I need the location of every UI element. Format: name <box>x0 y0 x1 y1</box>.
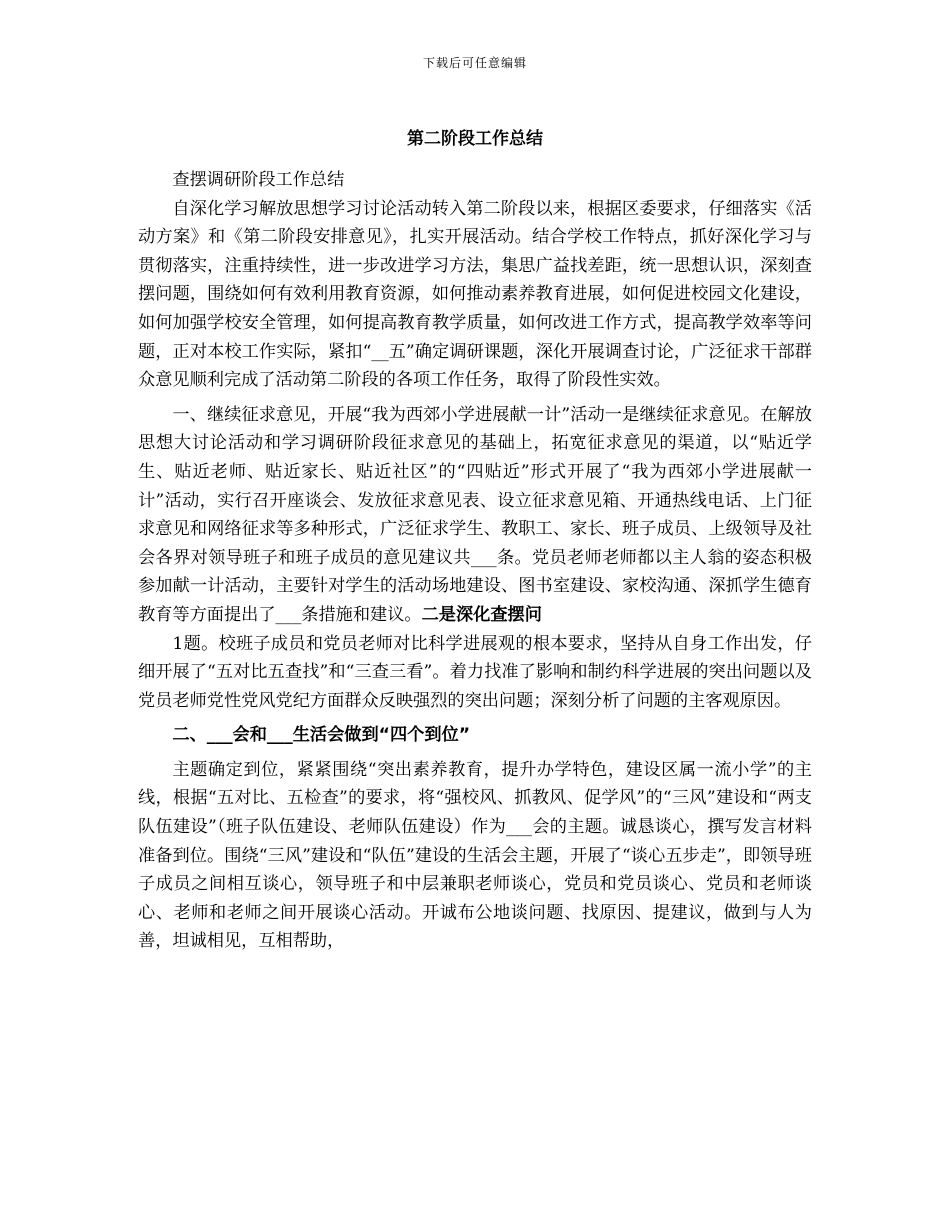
inline-bold-heading: 二是深化查摆问 <box>421 604 542 625</box>
paragraph-meeting: 主题确定到位，紧紧围绕“突出素养教育，提升办学特色，建设区属一流小学”的主线，根据“五对比、五检查”的要求，将“强校风、抓教风、促学风”的“三风”建设和“两支队伍建设”（班子队伍建设、老师队伍建设）作为___会的主题。诚恳谈心，撰写发言材料准备到位。围绕“三风”建设和“队伍”建设的生活会主题，开展了“谈心五步走”，即领导班子成员之间相互谈心，领导班子和中层兼职老师谈心，党员和党员谈心、党员和老师谈心、老师和老师之间开展谈心活动。开诚布公地谈问题、找原因、提建议，做到与人为善，坦诚相见，互相帮助， <box>138 759 812 952</box>
paragraph-subtitle: 查摆调研阶段工作总结 <box>172 170 345 190</box>
document-title: 第二阶段工作总结 <box>407 129 543 149</box>
paragraph-section-one-text: 一、继续征求意见，开展“我为西郊小学进展献一计”活动一是继续征求意见。在解放思想大讨论活动和学习调研阶段征求意见的基础上，拓宽征求意见的渠道，以“贴近学生、贴近老师、贴近家长、贴近社区”的“四贴近”形式开展了“我为西郊小学进展献一计”活动，实行召开座谈会、发放征求意见表、设立征求意见箱、开通热线电话、上门征求意见和网络征求等多种形式，广泛征求学生、教职工、家长、班子成员、上级领导及社会各界对领导班子和班子成员的意见建议共___条。党员老师老师都以主人翁的姿态积极参加献一计活动，主要针对学生的活动场地建设、图书室建设、家校沟通、深抓学生德育教育等方面提出了___条措施和建议。 <box>138 404 812 625</box>
page-header: 下载后可任意编辑 <box>422 56 527 70</box>
document-body <box>138 166 812 956</box>
paragraph-problems: 1题。校班子成员和党员老师对比科学进展观的根本要求，坚持从自身工作出发，仔细开展了“五对比五查找”和“三查三看”。着力找准了影响和制约科学进展的突出问题以及党员老师党性党风党纪方面群众反映强烈的突出问题；深刻分析了问题的主客观原因。 <box>138 633 812 711</box>
section-heading-two: 二、___会和___生活会做到“四个到位” <box>172 725 470 746</box>
paragraph-intro: 自深化学习解放思想学习讨论活动转入第二阶段以来，根据区委要求，仔细落实《活动方案》和《第二阶段安排意见》，扎实开展活动。结合学校工作特点，抓好深化学习与贯彻落实，注重持续性，进一步改进学习方法，集思广益找差距，统一思想认识，深刻查摆问题，围绕如何有效利用教育资源，如何推动素养教育进展，如何促进校园文化建设，如何加强学校安全管理，如何提高教育教学质量，如何改进工作方式，提高教学效率等问题，正对本校工作实际，紧扣“__五”确定调研课题，深化开展调查讨论，广泛征求干部群众意见顺利完成了活动第二阶段的各项工作任务，取得了阶段性实效。 <box>138 198 812 391</box>
paragraph-section-one <box>138 401 812 630</box>
